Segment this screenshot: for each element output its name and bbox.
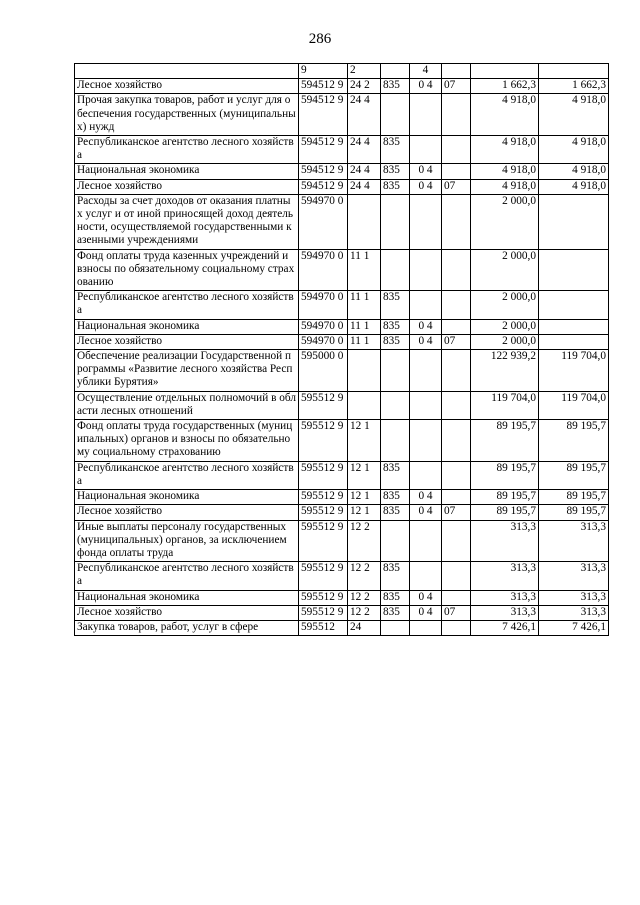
expense-type-cell: 12 2: [348, 590, 381, 605]
target-code-cell: 595512 9: [299, 520, 348, 562]
department-cell: 835: [381, 334, 410, 349]
target-code-cell: 594970 0: [299, 249, 348, 291]
row-name-cell: Лесное хозяйство: [75, 605, 299, 620]
amount-year2-cell: 89 195,7: [539, 490, 609, 505]
table-row: [75, 64, 609, 79]
expense-type-cell: 12 1: [348, 505, 381, 520]
row-name-cell: Осуществление отдельных полномочий в области лесных отношений: [75, 391, 299, 419]
expense-type-cell: 24 4: [348, 136, 381, 164]
amount-year1-cell: 313,3: [471, 520, 539, 562]
section-cell: 0 4: [410, 490, 442, 505]
table-row: [75, 562, 609, 590]
amount-year2-cell: 89 195,7: [539, 505, 609, 520]
amount-year2-cell: [539, 249, 609, 291]
amount-year2-cell: 119 704,0: [539, 391, 609, 419]
expense-type-cell: 2: [348, 64, 381, 79]
section-cell: [410, 291, 442, 319]
department-cell: 835: [381, 291, 410, 319]
target-code-cell: 594512 9: [299, 94, 348, 136]
table-row: [75, 136, 609, 164]
department-cell: 835: [381, 179, 410, 194]
table-row: [75, 249, 609, 291]
target-code-cell: 595512: [299, 620, 348, 635]
expense-type-cell: 12 2: [348, 562, 381, 590]
section-cell: [410, 391, 442, 419]
table-row: [75, 291, 609, 319]
amount-year1-cell: 2 000,0: [471, 194, 539, 249]
amount-year2-cell: 1 662,3: [539, 79, 609, 94]
amount-year1-cell: 4 918,0: [471, 136, 539, 164]
table-row: [75, 194, 609, 249]
amount-year2-cell: 4 918,0: [539, 164, 609, 179]
department-cell: [381, 391, 410, 419]
row-name-cell: Лесное хозяйство: [75, 334, 299, 349]
row-name-cell: Национальная экономика: [75, 590, 299, 605]
row-name-cell: Закупка товаров, работ, услуг в сфере: [75, 620, 299, 635]
section-cell: [410, 420, 442, 462]
amount-year2-cell: [539, 334, 609, 349]
subsection-cell: 07: [442, 505, 471, 520]
subsection-cell: [442, 249, 471, 291]
subsection-cell: 07: [442, 334, 471, 349]
department-cell: [381, 94, 410, 136]
section-cell: 0 4: [410, 319, 442, 334]
target-code-cell: 595512 9: [299, 391, 348, 419]
table-row: [75, 334, 609, 349]
subsection-cell: [442, 461, 471, 489]
subsection-cell: [442, 291, 471, 319]
department-cell: 835: [381, 562, 410, 590]
department-cell: [381, 64, 410, 79]
row-name-cell: Лесное хозяйство: [75, 79, 299, 94]
department-cell: [381, 249, 410, 291]
amount-year2-cell: 119 704,0: [539, 350, 609, 392]
subsection-cell: 07: [442, 179, 471, 194]
section-cell: [410, 620, 442, 635]
amount-year1-cell: 313,3: [471, 605, 539, 620]
table-row: [75, 164, 609, 179]
table-row: [75, 461, 609, 489]
amount-year1-cell: 2 000,0: [471, 249, 539, 291]
budget-table: [74, 63, 609, 636]
row-name-cell: Республиканское агентство лесного хозяйства: [75, 136, 299, 164]
section-cell: 0 4: [410, 605, 442, 620]
table-row: [75, 391, 609, 419]
expense-type-cell: 12 2: [348, 520, 381, 562]
subsection-cell: 07: [442, 79, 471, 94]
amount-year2-cell: 313,3: [539, 562, 609, 590]
expense-type-cell: 12 1: [348, 461, 381, 489]
department-cell: [381, 420, 410, 462]
subsection-cell: 07: [442, 605, 471, 620]
amount-year2-cell: [539, 291, 609, 319]
amount-year1-cell: 89 195,7: [471, 461, 539, 489]
amount-year2-cell: [539, 64, 609, 79]
row-name-cell: Фонд оплаты труда государственных (муниципальных) органов и взносы по обязательному социальному страхованию: [75, 420, 299, 462]
table-row: [75, 319, 609, 334]
amount-year1-cell: 2 000,0: [471, 291, 539, 319]
table-row: [75, 179, 609, 194]
amount-year2-cell: 89 195,7: [539, 420, 609, 462]
row-name-cell: Лесное хозяйство: [75, 179, 299, 194]
section-cell: 0 4: [410, 505, 442, 520]
expense-type-cell: 11 1: [348, 291, 381, 319]
department-cell: 835: [381, 461, 410, 489]
section-cell: 0 4: [410, 79, 442, 94]
expense-type-cell: 24 2: [348, 79, 381, 94]
amount-year1-cell: 1 662,3: [471, 79, 539, 94]
row-name-cell: Прочая закупка товаров, работ и услуг для обеспечения государственных (муниципальных) нужд: [75, 94, 299, 136]
subsection-cell: [442, 319, 471, 334]
subsection-cell: [442, 420, 471, 462]
target-code-cell: 595512 9: [299, 505, 348, 520]
department-cell: 835: [381, 590, 410, 605]
expense-type-cell: 11 1: [348, 334, 381, 349]
target-code-cell: 595512 9: [299, 420, 348, 462]
amount-year2-cell: [539, 319, 609, 334]
section-cell: [410, 194, 442, 249]
section-cell: [410, 350, 442, 392]
row-name-cell: Национальная экономика: [75, 319, 299, 334]
department-cell: 835: [381, 490, 410, 505]
amount-year1-cell: 7 426,1: [471, 620, 539, 635]
table-row: [75, 505, 609, 520]
department-cell: [381, 350, 410, 392]
table-row: [75, 520, 609, 562]
amount-year2-cell: 7 426,1: [539, 620, 609, 635]
amount-year1-cell: 122 939,2: [471, 350, 539, 392]
section-cell: [410, 562, 442, 590]
department-cell: 835: [381, 79, 410, 94]
row-name-cell: Национальная экономика: [75, 490, 299, 505]
table-row: [75, 79, 609, 94]
target-code-cell: 595512 9: [299, 490, 348, 505]
amount-year2-cell: 313,3: [539, 590, 609, 605]
row-name-cell: [75, 64, 299, 79]
amount-year2-cell: 4 918,0: [539, 136, 609, 164]
section-cell: 0 4: [410, 179, 442, 194]
subsection-cell: [442, 64, 471, 79]
expense-type-cell: 12 2: [348, 605, 381, 620]
target-code-cell: 594512 9: [299, 136, 348, 164]
department-cell: 835: [381, 319, 410, 334]
expense-type-cell: [348, 391, 381, 419]
department-cell: [381, 194, 410, 249]
page-number: 286: [308, 31, 332, 47]
target-code-cell: 595512 9: [299, 590, 348, 605]
row-name-cell: Фонд оплаты труда казенных учреждений и взносы по обязательному социальному страхованию: [75, 249, 299, 291]
section-cell: [410, 520, 442, 562]
amount-year1-cell: 89 195,7: [471, 490, 539, 505]
expense-type-cell: [348, 194, 381, 249]
subsection-cell: [442, 164, 471, 179]
row-name-cell: Республиканское агентство лесного хозяйства: [75, 461, 299, 489]
subsection-cell: [442, 391, 471, 419]
row-name-cell: Иные выплаты персоналу государственных (муниципальных) органов, за исключением фонда оплаты труда: [75, 520, 299, 562]
department-cell: 835: [381, 605, 410, 620]
amount-year2-cell: 4 918,0: [539, 179, 609, 194]
section-cell: [410, 249, 442, 291]
department-cell: 835: [381, 505, 410, 520]
amount-year1-cell: 2 000,0: [471, 334, 539, 349]
expense-type-cell: 11 1: [348, 319, 381, 334]
amount-year1-cell: 4 918,0: [471, 94, 539, 136]
row-name-cell: Республиканское агентство лесного хозяйства: [75, 562, 299, 590]
table-row: [75, 94, 609, 136]
expense-type-cell: 24 4: [348, 164, 381, 179]
section-cell: 0 4: [410, 334, 442, 349]
table-row: [75, 620, 609, 635]
section-cell: 4: [410, 64, 442, 79]
expense-type-cell: 24 4: [348, 179, 381, 194]
section-cell: [410, 94, 442, 136]
amount-year1-cell: 2 000,0: [471, 319, 539, 334]
subsection-cell: [442, 136, 471, 164]
amount-year1-cell: [471, 64, 539, 79]
target-code-cell: 595512 9: [299, 562, 348, 590]
amount-year2-cell: 313,3: [539, 605, 609, 620]
target-code-cell: 9: [299, 64, 348, 79]
target-code-cell: 594512 9: [299, 164, 348, 179]
target-code-cell: 594970 0: [299, 194, 348, 249]
subsection-cell: [442, 562, 471, 590]
expense-type-cell: 11 1: [348, 249, 381, 291]
amount-year2-cell: 4 918,0: [539, 94, 609, 136]
table-row: [75, 605, 609, 620]
row-name-cell: Лесное хозяйство: [75, 505, 299, 520]
subsection-cell: [442, 94, 471, 136]
subsection-cell: [442, 350, 471, 392]
row-name-cell: Расходы за счет доходов от оказания платных услуг и от иной приносящей доход деятельности, осуществляемой государственными казенными учреждениями: [75, 194, 299, 249]
subsection-cell: [442, 590, 471, 605]
row-name-cell: Республиканское агентство лесного хозяйства: [75, 291, 299, 319]
expense-type-cell: 12 1: [348, 490, 381, 505]
target-code-cell: 594512 9: [299, 79, 348, 94]
expense-type-cell: 12 1: [348, 420, 381, 462]
row-name-cell: Обеспечение реализации Государственной программы «Развитие лесного хозяйства Республики Бурятия»: [75, 350, 299, 392]
department-cell: 835: [381, 136, 410, 164]
subsection-cell: [442, 490, 471, 505]
row-name-cell: Национальная экономика: [75, 164, 299, 179]
department-cell: [381, 620, 410, 635]
table-row: [75, 350, 609, 392]
expense-type-cell: 24 4: [348, 94, 381, 136]
amount-year1-cell: 313,3: [471, 590, 539, 605]
subsection-cell: [442, 194, 471, 249]
expense-type-cell: 24: [348, 620, 381, 635]
amount-year1-cell: 89 195,7: [471, 420, 539, 462]
target-code-cell: 595000 0: [299, 350, 348, 392]
amount-year1-cell: 4 918,0: [471, 179, 539, 194]
target-code-cell: 595512 9: [299, 605, 348, 620]
target-code-cell: 594512 9: [299, 179, 348, 194]
table-row: [75, 490, 609, 505]
section-cell: 0 4: [410, 164, 442, 179]
amount-year2-cell: 313,3: [539, 520, 609, 562]
target-code-cell: 595512 9: [299, 461, 348, 489]
table-row: [75, 590, 609, 605]
section-cell: 0 4: [410, 590, 442, 605]
target-code-cell: 594970 0: [299, 291, 348, 319]
subsection-cell: [442, 520, 471, 562]
section-cell: [410, 136, 442, 164]
amount-year1-cell: 4 918,0: [471, 164, 539, 179]
target-code-cell: 594970 0: [299, 319, 348, 334]
amount-year1-cell: 89 195,7: [471, 505, 539, 520]
target-code-cell: 594970 0: [299, 334, 348, 349]
subsection-cell: [442, 620, 471, 635]
section-cell: [410, 461, 442, 489]
department-cell: 835: [381, 164, 410, 179]
amount-year1-cell: 313,3: [471, 562, 539, 590]
expense-type-cell: [348, 350, 381, 392]
amount-year2-cell: [539, 194, 609, 249]
amount-year1-cell: 119 704,0: [471, 391, 539, 419]
amount-year2-cell: 89 195,7: [539, 461, 609, 489]
table-row: [75, 420, 609, 462]
department-cell: [381, 520, 410, 562]
